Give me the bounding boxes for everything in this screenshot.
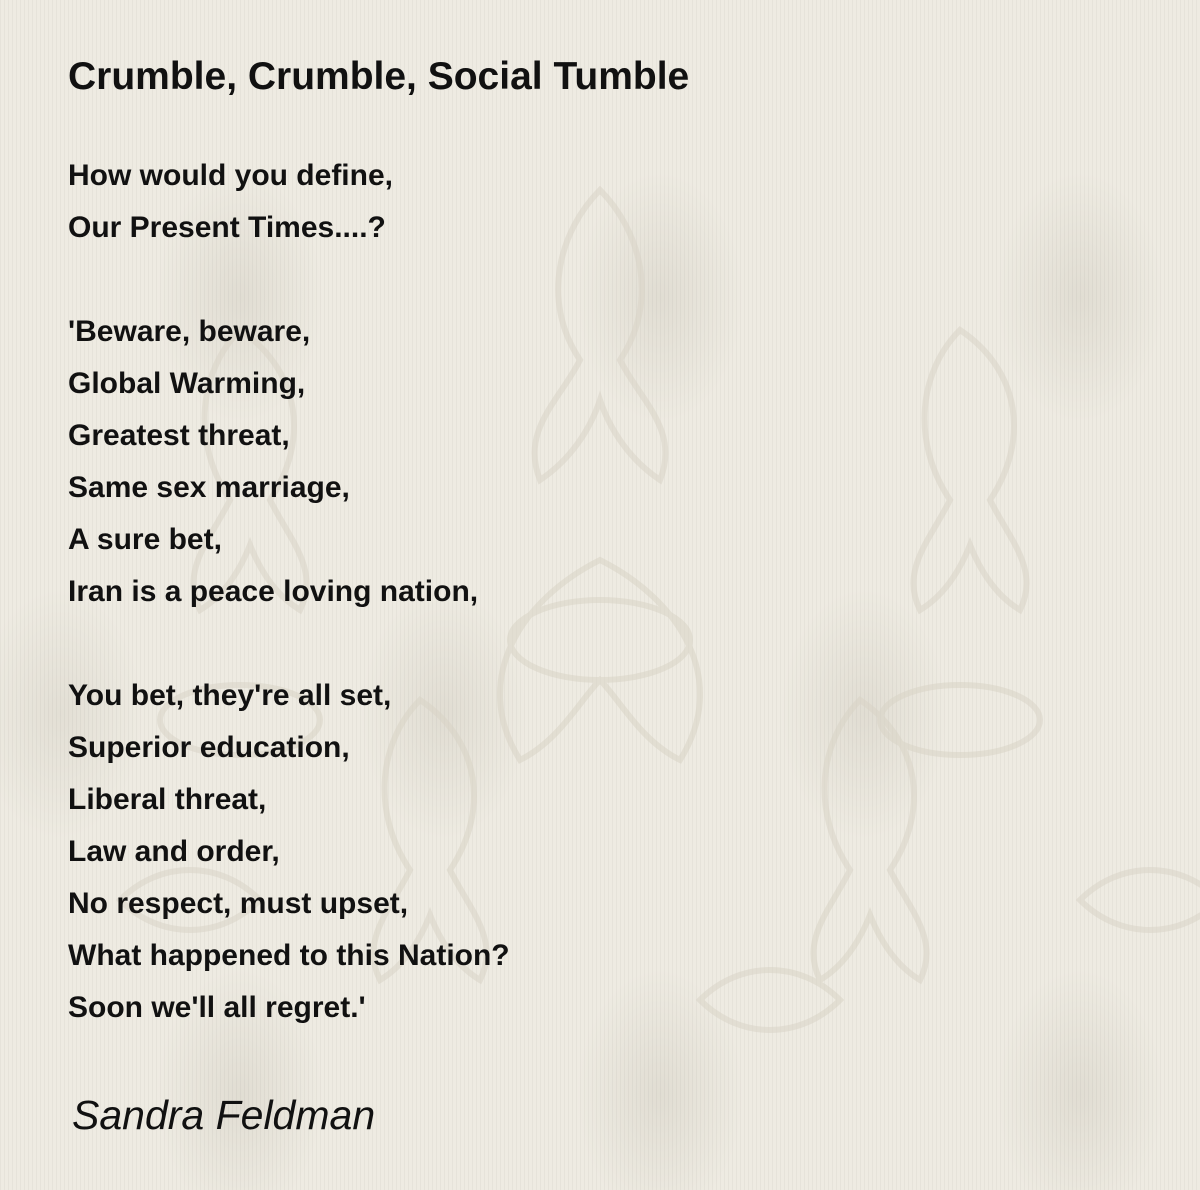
poem-line: Liberal threat, bbox=[68, 783, 267, 816]
poem-line: Iran is a peace loving nation, bbox=[68, 575, 479, 608]
poem-line: 'Beware, beware, bbox=[68, 315, 311, 348]
poem-line: Greatest threat, bbox=[68, 419, 290, 452]
poem-line: Superior education, bbox=[68, 731, 350, 764]
poem-line: Law and order, bbox=[68, 835, 280, 868]
stanza-3 bbox=[68, 670, 510, 1034]
author-name: Sandra Feldman bbox=[72, 1092, 376, 1138]
stanza-2 bbox=[68, 306, 510, 618]
poem-title: Crumble, Crumble, Social Tumble bbox=[68, 55, 690, 98]
poem-line: No respect, must upset, bbox=[68, 887, 409, 920]
poem-line: Same sex marriage, bbox=[68, 471, 350, 504]
stanza-1 bbox=[68, 150, 510, 254]
poem-line: A sure bet, bbox=[68, 523, 222, 556]
poem-line: You bet, they're all set, bbox=[68, 679, 392, 712]
poem-line: Global Warming, bbox=[68, 367, 306, 400]
poem-line: Our Present Times....? bbox=[68, 211, 386, 244]
poem-line: Soon we'll all regret.' bbox=[68, 991, 366, 1024]
poem-line: How would you define, bbox=[68, 159, 393, 192]
poem-line: What happened to this Nation? bbox=[68, 939, 510, 972]
poem-body bbox=[68, 150, 510, 1034]
